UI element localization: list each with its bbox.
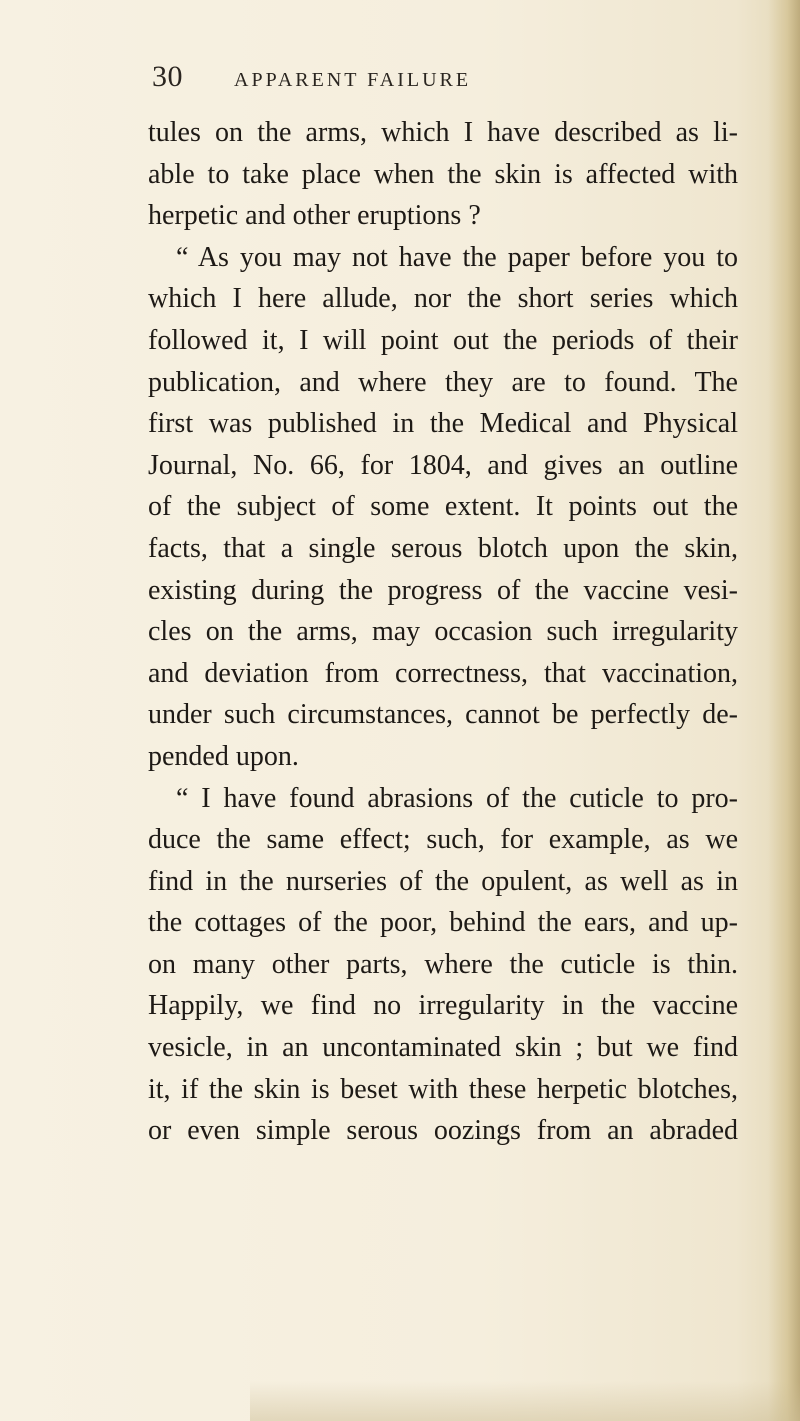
page-edge-shadow [768,0,800,1421]
text-line: on many other parts, where the cuticle is thin. [148,948,738,980]
text-line: the cottages of the poor, behind the ears, and up- [148,907,738,939]
text-line: Journal, No. 66, for 1804, and gives an outline [148,449,738,481]
text-line: followed it, I will point out the periods of their [148,324,738,356]
text-line: and deviation from correctness, that vaccination, [148,657,738,689]
body-text [148,112,738,1152]
text-line: publication, and where they are to found. The [148,366,738,398]
text-line: first was published in the Medical and Physical [148,408,738,440]
text-line: of the subject of some extent. It points out the [148,491,738,523]
page-number: 30 [152,60,183,93]
text-line: Happily, we find no irregularity in the vaccine [148,990,738,1022]
text-line: pended upon. [148,740,299,772]
text-line: find in the nurseries of the opulent, as well as in [148,865,738,897]
text-line: under such circumstances, cannot be perfectly de- [148,699,738,731]
running-head [152,62,712,102]
text-line: which I here allude, nor the short series which [148,283,738,315]
text-line: cles on the arms, may occasion such irregularity [148,616,738,648]
text-line: duce the same effect; such, for example, as we [148,824,738,856]
text-line: herpetic and other eruptions ? [148,200,481,232]
text-line: it, if the skin is beset with these herpetic blotches, [148,1073,738,1105]
text-line: existing during the progress of the vaccine vesi- [148,574,738,606]
text-line: or even simple serous oozings from an abraded [148,1115,738,1147]
text-line: “ As you may not have the paper before you to [176,241,738,273]
running-title: APPARENT FAILURE [234,69,472,91]
text-line: tules on the arms, which I have described as li- [148,117,738,148]
text-line: vesicle, in an uncontaminated skin ; but we find [148,1032,738,1064]
text-line: facts, that a single serous blotch upon the skin, [148,532,738,564]
text-line: “ I have found abrasions of the cuticle to pro- [176,782,738,814]
page-stain [250,1381,800,1421]
text-line: able to take place when the skin is affected with [148,158,738,190]
